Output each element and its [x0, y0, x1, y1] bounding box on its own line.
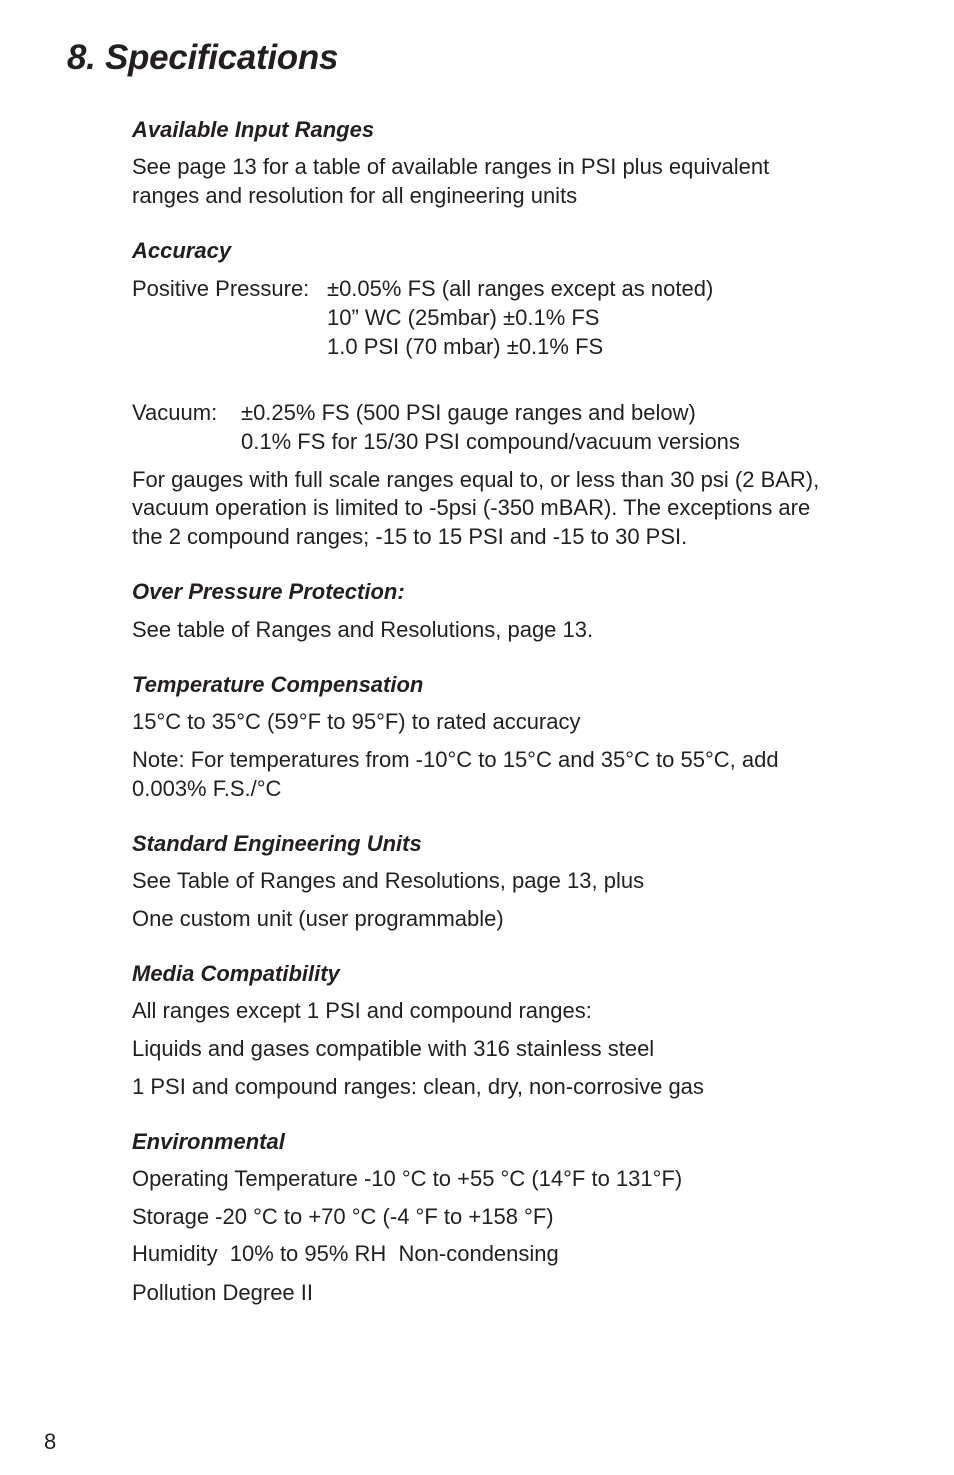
accuracy-note-line: For gauges with full scale ranges equal to, or less than 30 psi (2 BAR),: [132, 467, 820, 492]
input-ranges-line: See page 13 for a table of available ranges in PSI plus equivalent: [132, 154, 770, 179]
temperature-line: Note: For temperatures from -10°C to 15°C and 35°C to 55°C, add: [132, 747, 779, 772]
vacuum-value: ±0.25% FS (500 PSI gauge ranges and below): [241, 400, 696, 425]
page-number: 8: [44, 1429, 57, 1454]
media-line: Liquids and gases compatible with 316 stainless steel: [132, 1036, 655, 1061]
temperature-line: 0.003% F.S./°C: [132, 776, 282, 801]
section-heading-environmental: Environmental: [132, 1129, 285, 1154]
positive-pressure-value: ±0.05% FS (all ranges except as noted): [327, 276, 714, 301]
positive-pressure-label: Positive Pressure:: [132, 276, 310, 301]
section-heading-over-pressure: Over Pressure Protection:: [132, 579, 405, 604]
positive-pressure-value: 10” WC (25mbar) ±0.1% FS: [327, 305, 600, 330]
section-heading-input-ranges: Available Input Ranges: [132, 117, 375, 142]
input-ranges-line: ranges and resolution for all engineering units: [132, 183, 578, 208]
section-heading-temperature: Temperature Compensation: [132, 672, 424, 697]
environmental-line: Humidity 10% to 95% RH Non-condensing: [132, 1241, 559, 1266]
media-line: 1 PSI and compound ranges: clean, dry, non-corrosive gas: [132, 1074, 704, 1099]
section-heading-accuracy: Accuracy: [132, 238, 232, 263]
over-pressure-line: See table of Ranges and Resolutions, page 13.: [132, 617, 594, 642]
page-title: 8. Specifications: [67, 38, 339, 77]
accuracy-note-line: the 2 compound ranges; -15 to 15 PSI and -15 to 30 PSI.: [132, 524, 688, 549]
section-heading-media: Media Compatibility: [132, 961, 340, 986]
units-line: See Table of Ranges and Resolutions, page 13, plus: [132, 868, 645, 893]
vacuum-label: Vacuum:: [132, 400, 218, 425]
temperature-line: 15°C to 35°C (59°F to 95°F) to rated accuracy: [132, 709, 581, 734]
positive-pressure-value: 1.0 PSI (70 mbar) ±0.1% FS: [327, 334, 604, 359]
units-line: One custom unit (user programmable): [132, 906, 504, 931]
media-line: All ranges except 1 PSI and compound ranges:: [132, 998, 592, 1023]
vacuum-value: 0.1% FS for 15/30 PSI compound/vacuum versions: [241, 429, 740, 454]
section-heading-units: Standard Engineering Units: [132, 831, 422, 856]
environmental-line: Storage -20 °C to +70 °C (-4 °F to +158 °F): [132, 1204, 554, 1229]
accuracy-note-line: vacuum operation is limited to -5psi (-350 mBAR). The exceptions are: [132, 495, 811, 520]
environmental-line: Pollution Degree II: [132, 1280, 313, 1305]
environmental-line: Operating Temperature -10 °C to +55 °C (14°F to 131°F): [132, 1166, 683, 1191]
